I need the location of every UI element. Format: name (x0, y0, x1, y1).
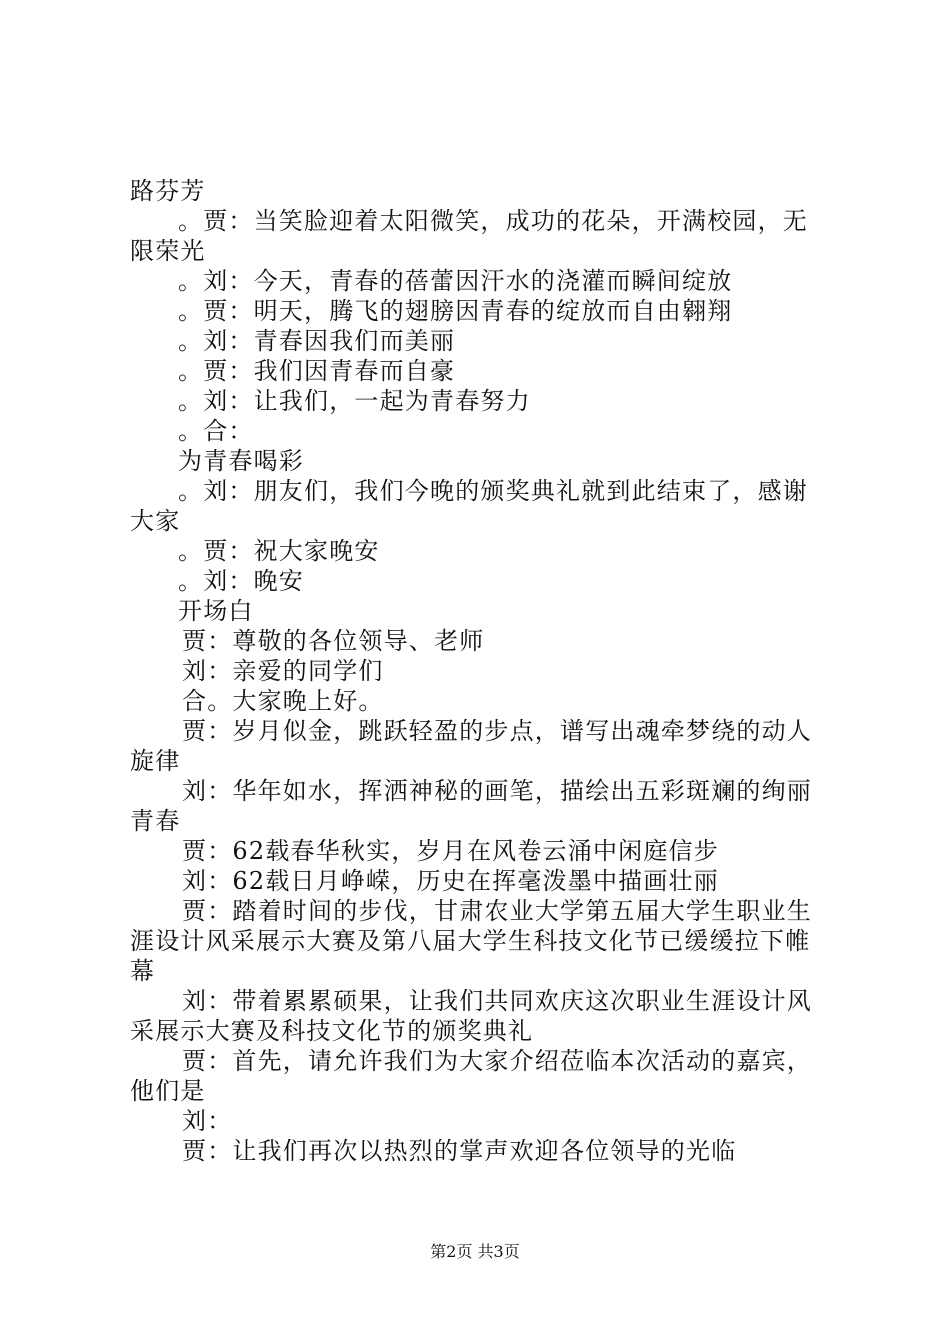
paragraph: 。贾：明天，腾飞的翅膀因青春的绽放而自由翱翔 (178, 297, 733, 325)
paragraph: 刘：华年如水，挥洒神秘的画笔，描绘出五彩斑斓的绚丽青春 (130, 777, 812, 835)
paragraph: 贾：让我们再次以热烈的掌声欢迎各位领导的光临 (182, 1137, 737, 1165)
paragraph: 贾：62载春华秋实，岁月在风卷云涌中闲庭信步 (182, 837, 719, 865)
paragraph: 为青春喝彩 (178, 447, 304, 475)
paragraph: 。刘：朋友们，我们今晚的颁奖典礼就到此结束了，感谢大家 (130, 477, 808, 535)
paragraph: 。贾：祝大家晚安 (178, 537, 380, 565)
paragraph: 刘： (182, 1107, 233, 1135)
paragraph: 。合： (178, 417, 254, 445)
paragraph: 合。大家晚上好。 (182, 687, 384, 715)
paragraph: 。刘：让我们，一起为青春努力 (178, 387, 531, 415)
paragraph: 刘：带着累累硕果，让我们共同欢庆这次职业生涯设计风采展示大赛及科技文化节的颁奖典礼 (130, 987, 812, 1045)
page-footer (0, 1242, 950, 1262)
paragraph: 贾：首先，请允许我们为大家介绍莅临本次活动的嘉宾，他们是 (130, 1047, 812, 1105)
paragraph: 贾：岁月似金，跳跃轻盈的步点，谱写出魂牵梦绕的动人旋律 (130, 717, 812, 775)
document-body (130, 176, 832, 1166)
paragraph: 。贾：当笑脸迎着太阳微笑，成功的花朵，开满校园，无限荣光 (130, 207, 808, 265)
paragraph: 。刘：今天，青春的蓓蕾因汗水的浇灌而瞬间绽放 (178, 267, 733, 295)
paragraph: 贾：踏着时间的步伐，甘肃农业大学第五届大学生职业生涯设计风采展示大赛及第八届大学生科技文化节已缓缓拉下帷幕 (130, 897, 812, 985)
paragraph: 。贾：我们因青春而自豪 (178, 357, 456, 385)
paragraph: 路芬芳 (130, 177, 206, 205)
paragraph: 刘：亲爱的同学们 (182, 657, 384, 685)
paragraph: 贾：尊敬的各位领导、老师 (182, 627, 485, 655)
page-number: 第2页 共3页 (430, 1242, 520, 1261)
paragraph: 开场白 (178, 597, 254, 625)
paragraph: 。刘：晚安 (178, 567, 304, 595)
paragraph: 。刘：青春因我们而美丽 (178, 327, 456, 355)
paragraph: 刘：62载日月峥嵘，历史在挥毫泼墨中描画壮丽 (182, 867, 719, 895)
